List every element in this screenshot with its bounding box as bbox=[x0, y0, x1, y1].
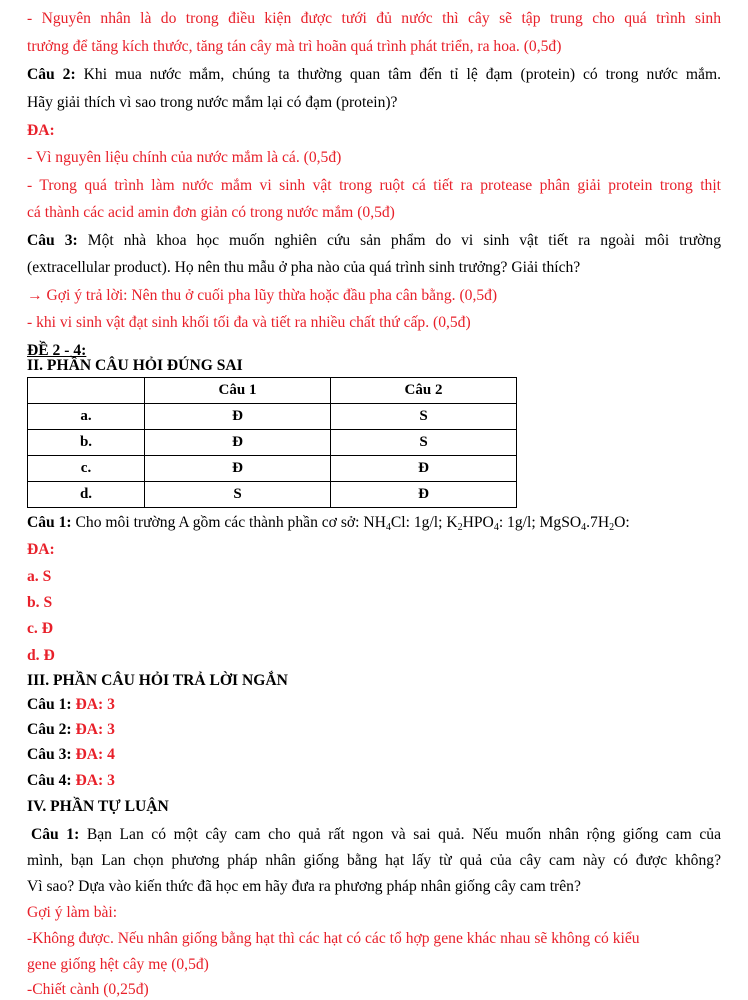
answer-heading: ĐA: bbox=[27, 122, 55, 139]
table-cell: d. bbox=[28, 482, 145, 508]
table-cell: Đ bbox=[331, 456, 517, 482]
section-heading: II. PHẦN CÂU HỎI ĐÚNG SAI bbox=[27, 357, 243, 374]
short-answer-2 bbox=[27, 720, 115, 740]
short-answer-4 bbox=[27, 771, 115, 791]
table-cell: a. bbox=[28, 404, 145, 430]
table-cell: Câu 1 bbox=[145, 378, 331, 404]
hint-heading: Gợi ý làm bài: bbox=[27, 904, 118, 921]
true-false-table bbox=[27, 377, 517, 508]
answer-line: gene giống hệt cây mẹ (0,5đ) bbox=[27, 956, 209, 973]
question-label: Câu 2: bbox=[27, 66, 76, 83]
short-answer-3 bbox=[27, 745, 115, 765]
question-text: Cl: 1g/l; K bbox=[390, 514, 458, 531]
answer-line: - Vì nguyên liệu chính của nước mắm là cá. (0,5đ) bbox=[27, 149, 342, 166]
table-cell: b. bbox=[28, 430, 145, 456]
section-heading: III. PHẦN CÂU HỎI TRẢ LỜI NGẮN bbox=[27, 672, 288, 689]
answer-line: -Chiết cành (0,25đ) bbox=[27, 981, 149, 998]
question-text: HPO bbox=[462, 514, 494, 531]
table-row bbox=[28, 404, 517, 430]
table-cell: Đ bbox=[145, 456, 331, 482]
answer-item: a. S bbox=[27, 568, 52, 585]
question-label: Câu 3: bbox=[27, 746, 76, 763]
short-answer: ĐA: 3 bbox=[75, 696, 115, 713]
question-text: mình, bạn Lan chọn phương pháp nhân giống bằng hạt lấy từ quả của cây cam này có được không? bbox=[27, 852, 721, 869]
table-cell: c. bbox=[28, 456, 145, 482]
question-label: Câu 1: bbox=[27, 696, 76, 713]
short-answer: ĐA: 3 bbox=[75, 772, 115, 789]
section-heading: IV. PHẦN TỰ LUẬN bbox=[27, 798, 169, 815]
table-row bbox=[28, 430, 517, 456]
short-answer: ĐA: 4 bbox=[75, 746, 115, 763]
table-cell: Đ bbox=[331, 482, 517, 508]
table-cell: Câu 2 bbox=[331, 378, 517, 404]
question-text: (extracellular product). Họ nên thu mẫu ở pha nào của quá trình sinh trưởng? Giải thích? bbox=[27, 259, 581, 276]
answer-line: trưởng để tăng kích thước, tăng tán cây mà trì hoãn quá trình phát triển, ra hoa. (0,5đ) bbox=[27, 38, 562, 55]
question-text: Khi mua nước mắm, chúng ta thường quan tâm đến tỉ lệ đạm (protein) có trong nước mắm. bbox=[75, 66, 721, 83]
essay-question-1 bbox=[31, 825, 721, 845]
question-label: Câu 2: bbox=[27, 721, 76, 738]
short-answer-1 bbox=[27, 695, 115, 715]
answer-line: - Trong quá trình làm nước mắm vi sinh vật trong ruột cá tiết ra protease phân giải protein trong thịt bbox=[27, 177, 721, 194]
tf-question-1 bbox=[27, 513, 630, 533]
table-cell bbox=[28, 378, 145, 404]
answer-item: d. Đ bbox=[27, 647, 55, 664]
question-text: : 1g/l; MgSO bbox=[498, 514, 582, 531]
table-row bbox=[28, 482, 517, 508]
answer-item: b. S bbox=[27, 594, 53, 611]
answer-line: -Không được. Nếu nhân giống bằng hạt thì các hạt có các tổ hợp gene khác nhau sẽ không có kiểu bbox=[27, 930, 640, 947]
short-answer: ĐA: 3 bbox=[75, 721, 115, 738]
table-cell: S bbox=[331, 430, 517, 456]
answer-line: - khi vi sinh vật đạt sinh khối tối đa và tiết ra nhiều chất thứ cấp. (0,5đ) bbox=[27, 314, 471, 331]
table-cell: S bbox=[331, 404, 517, 430]
subscript: 2 bbox=[609, 522, 615, 533]
question-text: Cho môi trường A gồm các thành phần cơ sở: NH bbox=[71, 514, 386, 531]
question-text: .7H bbox=[586, 514, 610, 531]
answer-line: cá thành các acid amin đơn giản có trong nước mắm (0,5đ) bbox=[27, 204, 395, 221]
answer-line: → Gợi ý trả lời: Nên thu ở cuối pha lũy thừa hoặc đầu pha cân bằng. (0,5đ) bbox=[27, 287, 498, 304]
table-cell: Đ bbox=[145, 430, 331, 456]
table-row bbox=[28, 456, 517, 482]
question-text: Hãy giải thích vì sao trong nước mắm lại có đạm (protein)? bbox=[27, 94, 398, 111]
answer-line: - Nguyên nhân là do trong điều kiện được tưới đủ nước thì cây sẽ tập trung cho quá trình sinh bbox=[27, 10, 721, 27]
question-label: Câu 1: bbox=[31, 826, 80, 843]
question-label: Câu 1: bbox=[27, 514, 72, 531]
subscript: 4 bbox=[581, 522, 587, 533]
question-label: Câu 4: bbox=[27, 772, 76, 789]
table-cell: S bbox=[145, 482, 331, 508]
question-text: O: bbox=[614, 514, 630, 531]
answer-item: c. Đ bbox=[27, 620, 53, 637]
table-header-row bbox=[28, 378, 517, 404]
question-text: Một nhà khoa học muốn nghiên cứu sản phẩm do vi sinh vật tiết ra ngoài môi trường bbox=[77, 232, 721, 249]
answer-heading: ĐA: bbox=[27, 541, 55, 558]
question-2 bbox=[27, 65, 721, 85]
question-label: Câu 3: bbox=[27, 232, 78, 249]
table-cell: Đ bbox=[145, 404, 331, 430]
exam-heading: ĐỀ 2 - 4: bbox=[27, 342, 87, 359]
question-text: Bạn Lan có một cây cam cho quả rất ngon và sai quả. Nếu muốn nhân rộng giống cam của bbox=[79, 826, 721, 843]
subscript: 4 bbox=[493, 522, 499, 533]
subscript: 2 bbox=[457, 522, 463, 533]
subscript: 4 bbox=[385, 522, 391, 533]
question-3 bbox=[27, 231, 721, 251]
question-text: Vì sao? Dựa vào kiến thức đã học em hãy đưa ra phương pháp nhân giống cây cam trên? bbox=[27, 878, 581, 895]
